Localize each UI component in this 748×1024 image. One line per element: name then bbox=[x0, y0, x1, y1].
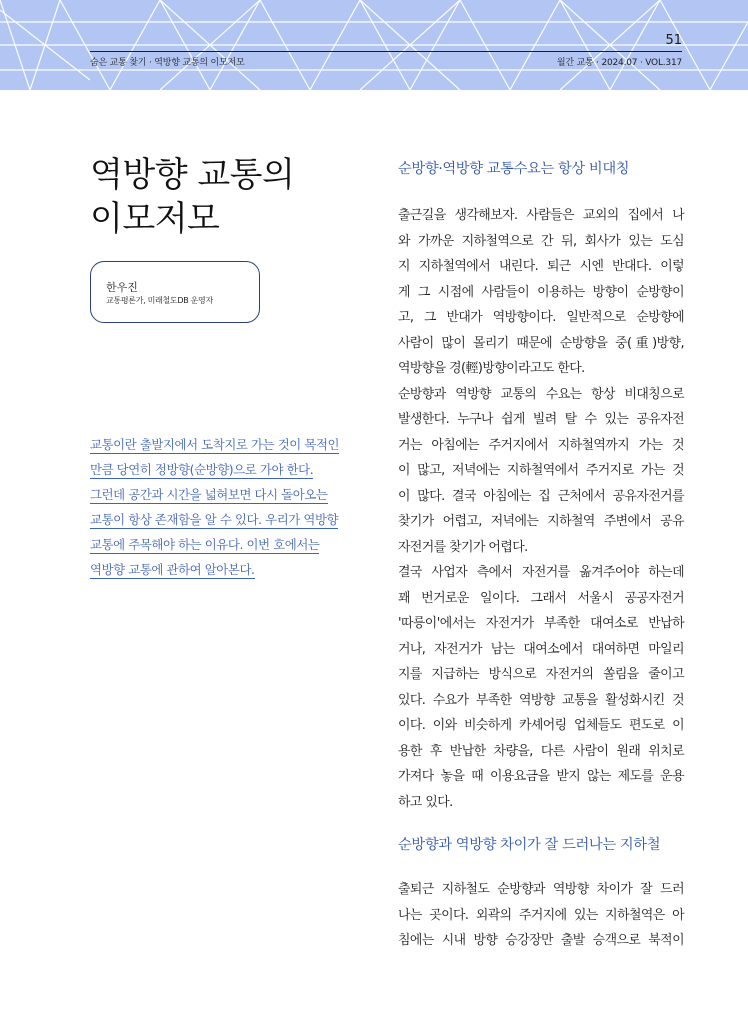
article-title bbox=[90, 153, 370, 241]
body-line: 순방향과 역방향 교통의 수요는 항상 비대칭으로 bbox=[398, 386, 684, 402]
body-line: 사람이 많이 몰리기 때문에 순방향을 중(重)방향, bbox=[398, 335, 684, 351]
title-line: 역방향 교통의 bbox=[90, 155, 295, 195]
body-line: 출근길을 생각해보자. 사람들은 교외의 집에서 나 bbox=[398, 208, 684, 223]
section-body bbox=[398, 203, 684, 815]
author-name: 한우진 bbox=[106, 281, 138, 294]
lead-line: 만큼 당연히 정방향(순방향)으로 가야 한다. bbox=[90, 462, 314, 477]
author-box bbox=[90, 261, 260, 323]
body-line: 이 많고, 저녁에는 지하철역에서 주거지로 가는 것 bbox=[398, 463, 684, 478]
author-role: 교통평론가, 미래철도DB 운영자 bbox=[106, 296, 213, 305]
body-line: 이 많다. 결국 아침에는 집 근처에서 공유자전거를 bbox=[398, 488, 684, 504]
body-line: 가져다 놓을 때 이용요금을 받지 않는 제도를 운용 bbox=[398, 769, 684, 784]
lead-line: 교통에 주목해야 하는 이유다. 이번 호에서는 bbox=[90, 537, 320, 552]
running-header-left: 숨은 교통 찾기 · 역방향 교통의 이모저모 bbox=[90, 58, 245, 68]
body-line: '따릉이'에서는 자전거가 부족한 대여소로 반납하 bbox=[398, 616, 684, 631]
body-line: 결국 사업자 측에서 자전거를 옮겨주어야 하는데 bbox=[398, 565, 684, 580]
body-line: 게 그 시점에 사람들이 이용하는 방향이 순방향이 bbox=[398, 284, 684, 300]
body-line: 역방향을 경(輕)방향이라고도 한다. bbox=[398, 361, 585, 376]
body-line: 거나, 자전거가 남는 대여소에서 대여하면 마일리 bbox=[398, 641, 684, 657]
body-line: 찾기가 어렵고, 저녁에는 지하철역 주변에서 공유 bbox=[398, 514, 684, 529]
header-rule bbox=[90, 51, 682, 52]
body-line: 고, 그 반대가 역방향이다. 일반적으로 순방향에 bbox=[398, 310, 684, 325]
page-number: 51 bbox=[665, 33, 682, 48]
body-line: 있다. 수요가 부족한 역방향 교통을 활성화시킨 것 bbox=[398, 692, 684, 708]
body-line: 지를 지급하는 방식으로 자전거의 쏠림을 줄이고 bbox=[398, 667, 684, 682]
section-heading: 순방향·역방향 교통수요는 항상 비대칭 bbox=[398, 161, 630, 177]
body-line: 나는 곳이다. 외곽의 주거지에 있는 지하철역은 아 bbox=[398, 907, 684, 923]
lead-line: 교통이란 출발지에서 도착지로 가는 것이 목적인 bbox=[90, 437, 340, 452]
body-line: 꽤 번거로운 일이다. 그래서 서울시 공공자전거 bbox=[398, 590, 684, 606]
body-line: 지 지하철역에서 내린다. 퇴근 시엔 반대다. 이렇 bbox=[398, 259, 684, 274]
body-line: 자전거를 찾기가 어렵다. bbox=[398, 539, 528, 555]
body-line: 하고 있다. bbox=[398, 794, 453, 810]
header-pattern-band bbox=[0, 0, 748, 90]
body-line: 출퇴근 지하철도 순방향과 역방향 차이가 잘 드러 bbox=[398, 882, 684, 897]
title-line: 이모저모 bbox=[90, 199, 220, 239]
lead-line: 그런데 공간과 시간을 넓혀보면 다시 돌아오는 bbox=[90, 487, 328, 502]
geometric-pattern bbox=[0, 0, 748, 90]
lead-line: 교통이 항상 존재함을 알 수 있다. 우리가 역방향 bbox=[90, 512, 339, 527]
body-line: 이다. 이와 비슷하게 카셰어링 업체들도 편도로 이 bbox=[398, 718, 684, 733]
section-heading: 순방향과 역방향 차이가 잘 드러나는 지하철 bbox=[398, 837, 661, 853]
body-line: 용한 후 반납한 차량을, 다른 사람이 원래 위치로 bbox=[398, 743, 684, 759]
section-body bbox=[398, 877, 684, 954]
body-line: 침에는 시내 방향 승강장만 출발 승객으로 북적이 bbox=[398, 933, 684, 948]
body-line: 발생한다. 누구나 쉽게 빌려 탈 수 있는 공유자전 bbox=[398, 412, 684, 427]
lead-paragraph bbox=[90, 436, 352, 586]
lead-line: 역방향 교통에 관하여 알아본다. bbox=[90, 562, 255, 577]
body-line: 와 가까운 지하철역으로 간 뒤, 회사가 있는 도심 bbox=[398, 233, 684, 249]
running-header-right: 월간 교통 · 2024.07 · VOL.317 bbox=[556, 58, 682, 68]
body-line: 거는 아침에는 주거지에서 지하철역까지 가는 것 bbox=[398, 437, 684, 453]
